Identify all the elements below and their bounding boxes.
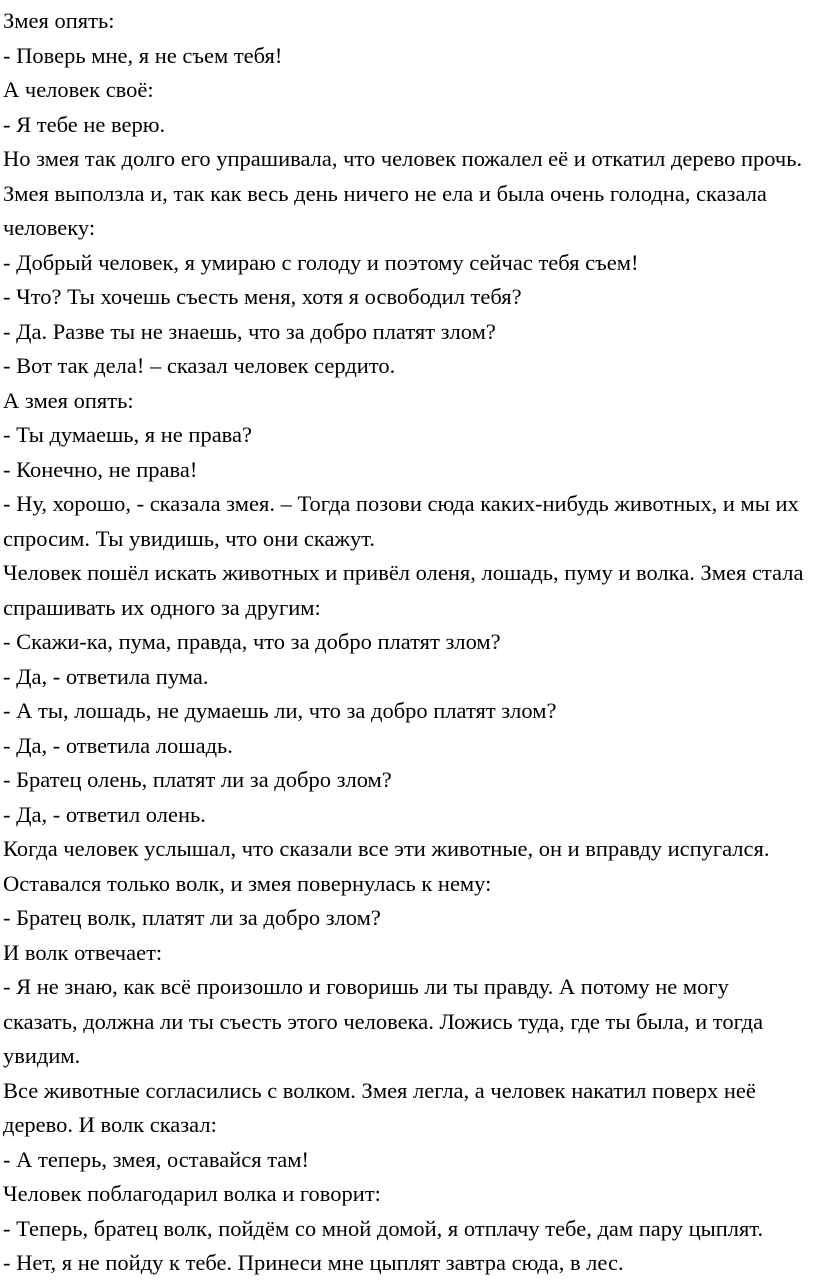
paragraph-10: - Вот так дела! – сказал человек сердито.	[3, 353, 396, 378]
paragraph-12: - Ты думаешь, я не права?	[3, 422, 252, 447]
paragraph-8: - Что? Ты хочешь съесть меня, хотя я освободил тебя?	[3, 284, 522, 309]
paragraph-21: - Да, - ответил олень.	[3, 801, 206, 827]
paragraph-24: И волк отвечает:	[3, 939, 163, 965]
paragraph-20: - Братец олень, платят ли за добро злом?	[3, 767, 392, 792]
paragraph-13: - Конечно, не права!	[3, 456, 198, 482]
paragraph-3: А человек своё:	[3, 77, 154, 102]
paragraph-4: - Я тебе не верю.	[3, 111, 166, 137]
paragraph-18: - А ты, лошадь, не думаешь ли, что за добро платят злом?	[3, 698, 557, 723]
paragraph-27: - А теперь, змея, оставайся там!	[3, 1146, 310, 1172]
paragraph-29: - Теперь, братец волк, пойдём со мной домой, я отплачу тебе, дам пару цыплят.	[3, 1215, 764, 1241]
paragraph-25: - Я не знаю, как всё произошло и говоришь ли ты правду. А потому не могу сказать, должна ли ты съесть этого человека. Ложись туда, где ты была, и тогда увидим.	[3, 974, 764, 1068]
paragraph-11: А змея опять:	[3, 387, 134, 413]
paragraph-30: - Нет, я не пойду к тебе. Принеси мне цыплят завтра сюда, в лес.	[3, 1250, 624, 1275]
paragraph-17: - Да, - ответила пума.	[3, 663, 209, 689]
paragraph-26: Все животные согласились с волком. Змея легла, а человек накатил поверх неё дерево. И волк сказал:	[3, 1077, 756, 1137]
paragraph-1: Змея опять:	[3, 8, 115, 33]
paragraph-14: - Ну, хорошо, - сказала змея. – Тогда позови сюда каких-нибудь животных, и мы их спросим. Ты увидишь, что они скажут.	[3, 491, 799, 551]
paragraph-23: - Братец волк, платят ли за добро злом?	[3, 905, 381, 930]
paragraph-6: Змея выползла и, так как весь день ничего не ела и была очень голодна, сказала человеку:	[3, 180, 767, 240]
paragraph-15: Человек пошёл искать животных и привёл оленя, лошадь, пуму и волка. Змея стала спрашивать их одного за другим:	[3, 560, 804, 620]
paragraph-19: - Да, - ответила лошадь.	[3, 732, 233, 758]
paragraph-7: - Добрый человек, я умираю с голоду и поэтому сейчас тебя съем!	[3, 249, 639, 275]
paragraph-9: - Да. Разве ты не знаешь, что за добро платят злом?	[3, 318, 496, 344]
paragraph-22: Когда человек услышал, что сказали все эти животные, он и вправду испугался. Оставался только волк, и змея повернулась к нему:	[3, 836, 770, 896]
paragraph-2: - Поверь мне, я не съем тебя!	[3, 42, 283, 68]
paragraph-16: - Скажи-ка, пума, правда, что за добро платят злом?	[3, 629, 501, 654]
paragraph-5: Но змея так долго его упрашивала, что человек пожалел её и откатил дерево прочь.	[3, 146, 803, 171]
paragraph-28: Человек поблагодарил волка и говорит:	[3, 1181, 381, 1206]
